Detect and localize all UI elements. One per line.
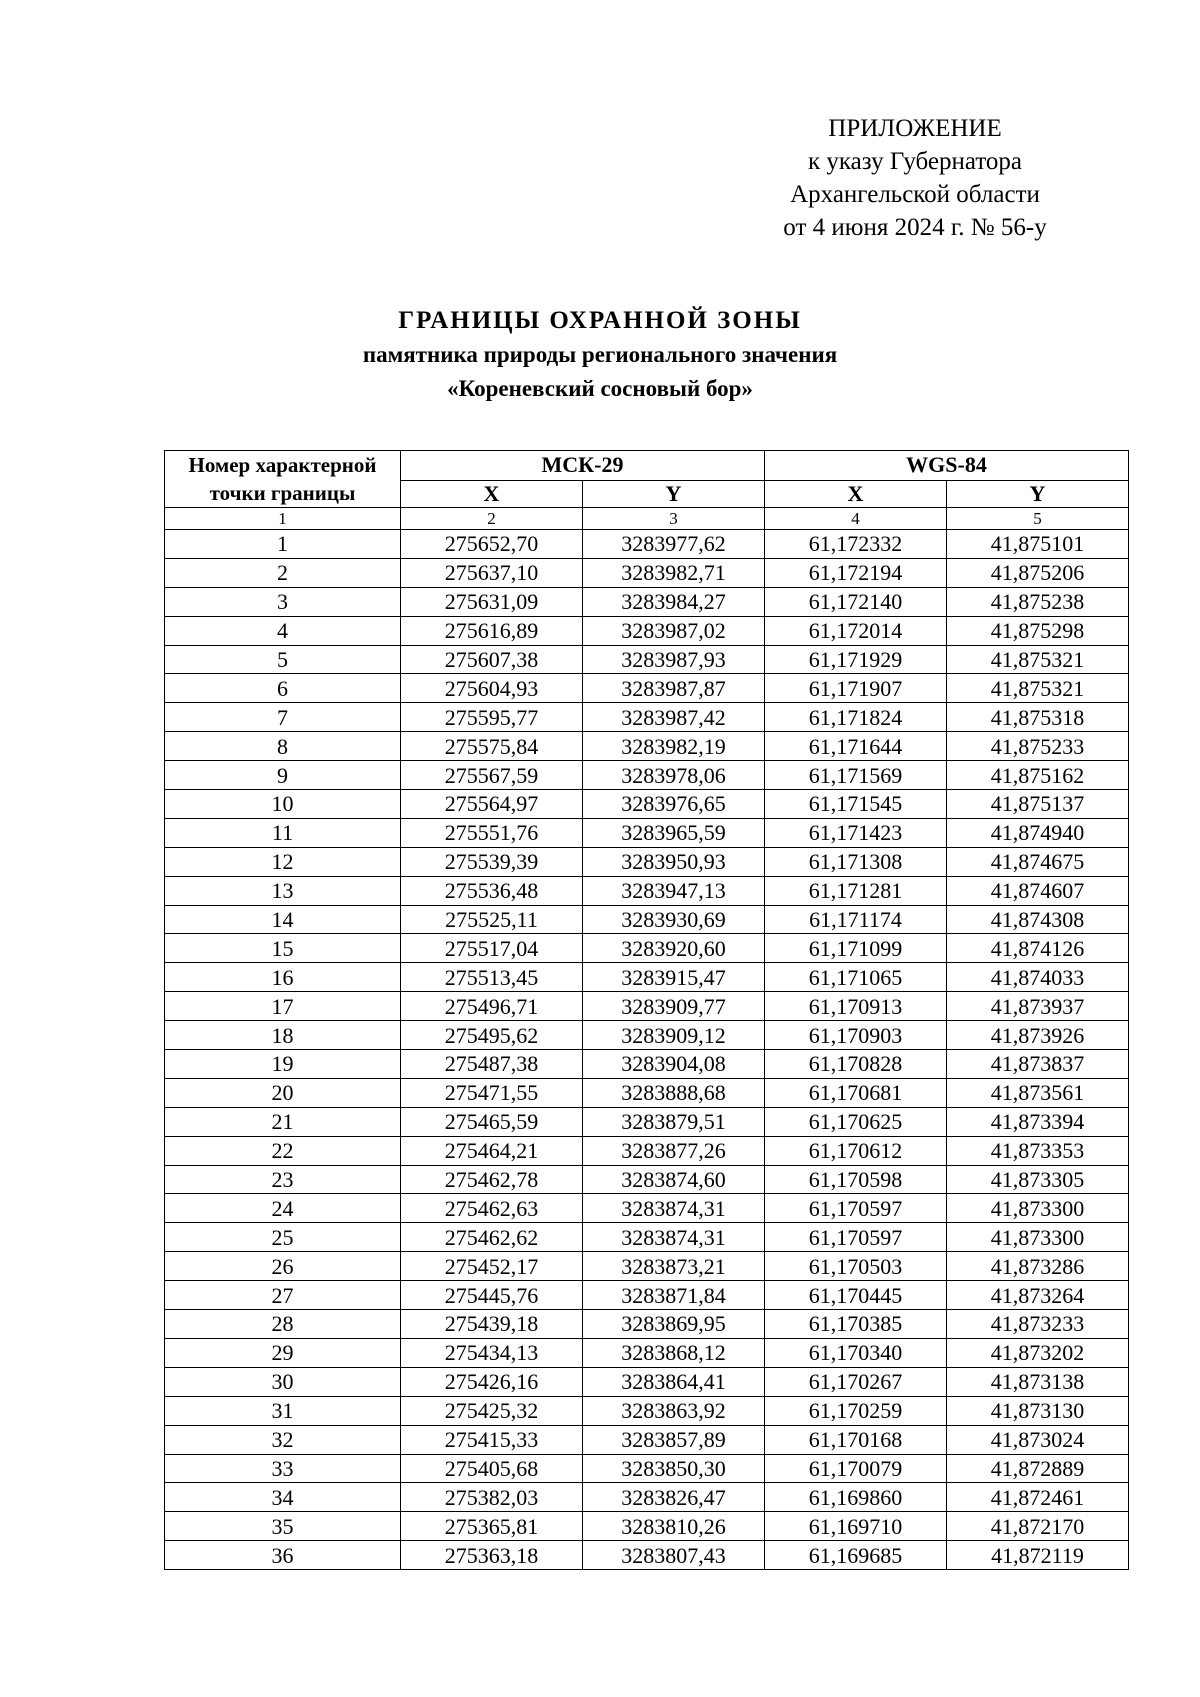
table-row [165, 558, 1129, 587]
table-row [165, 1512, 1129, 1541]
msk-x-cell: 275405,68 [401, 1454, 583, 1483]
msk-y-header: Y [583, 480, 765, 507]
msk-y-cell: 3283909,12 [583, 1021, 765, 1050]
msk-y-cell: 3283977,62 [583, 530, 765, 559]
table-row [165, 674, 1129, 703]
column-number-row [165, 508, 1129, 530]
table-row [165, 732, 1129, 761]
wgs-y-cell: 41,874308 [947, 905, 1129, 934]
point-number-cell: 10 [165, 790, 401, 819]
msk-x-cell: 275539,39 [401, 847, 583, 876]
wgs-x-cell: 61,171545 [765, 790, 947, 819]
wgs-x-cell: 61,171569 [765, 761, 947, 790]
wgs-x-cell: 61,170385 [765, 1310, 947, 1339]
table-row [165, 1223, 1129, 1252]
wgs-x-cell: 61,169860 [765, 1483, 947, 1512]
table-row [165, 587, 1129, 616]
table-row [165, 818, 1129, 847]
table-row [165, 761, 1129, 790]
wgs-x-cell: 61,170168 [765, 1425, 947, 1454]
wgs-y-cell: 41,875238 [947, 587, 1129, 616]
msk-y-cell: 3283965,59 [583, 818, 765, 847]
point-number-cell: 27 [165, 1281, 401, 1310]
msk-y-cell: 3283950,93 [583, 847, 765, 876]
wgs-x-cell: 61,170597 [765, 1194, 947, 1223]
wgs-y-cell: 41,872119 [947, 1541, 1129, 1570]
msk-y-cell: 3283909,77 [583, 992, 765, 1021]
msk-x-cell: 275567,59 [401, 761, 583, 790]
table-row [165, 1252, 1129, 1281]
msk-x-cell: 275616,89 [401, 616, 583, 645]
msk-y-cell: 3283987,42 [583, 703, 765, 732]
wgs-84-header: WGS-84 [765, 451, 1129, 481]
wgs-x-header: X [765, 480, 947, 507]
msk-x-cell: 275462,63 [401, 1194, 583, 1223]
msk-y-cell: 3283868,12 [583, 1338, 765, 1367]
point-number-cell: 21 [165, 1107, 401, 1136]
point-number-cell: 17 [165, 992, 401, 1021]
msk-y-cell: 3283810,26 [583, 1512, 765, 1541]
document-title [0, 304, 1200, 406]
wgs-y-cell: 41,875321 [947, 645, 1129, 674]
msk-x-cell: 275462,62 [401, 1223, 583, 1252]
table-row [165, 963, 1129, 992]
table-body [165, 508, 1129, 1570]
table-row [165, 1454, 1129, 1483]
msk-x-cell: 275637,10 [401, 558, 583, 587]
column-number: 5 [947, 508, 1129, 530]
msk-y-cell: 3283904,08 [583, 1050, 765, 1079]
table-row [165, 1078, 1129, 1107]
point-number-cell: 13 [165, 876, 401, 905]
wgs-y-cell: 41,873305 [947, 1165, 1129, 1194]
wgs-x-cell: 61,170079 [765, 1454, 947, 1483]
wgs-y-cell: 41,873300 [947, 1194, 1129, 1223]
msk-x-cell: 275365,81 [401, 1512, 583, 1541]
wgs-y-cell: 41,873138 [947, 1367, 1129, 1396]
wgs-y-cell: 41,875206 [947, 558, 1129, 587]
point-number-cell: 26 [165, 1252, 401, 1281]
appendix-header [705, 112, 1125, 244]
wgs-x-cell: 61,172332 [765, 530, 947, 559]
title-main: ГРАНИЦЫ ОХРАННОЙ ЗОНЫ [398, 307, 802, 334]
table-header [165, 451, 1129, 508]
msk-x-cell: 275513,45 [401, 963, 583, 992]
point-number-cell: 7 [165, 703, 401, 732]
column-number: 2 [401, 508, 583, 530]
point-number-cell: 19 [165, 1050, 401, 1079]
msk-x-cell: 275445,76 [401, 1281, 583, 1310]
wgs-y-cell: 41,874940 [947, 818, 1129, 847]
wgs-y-cell: 41,873937 [947, 992, 1129, 1021]
wgs-x-cell: 61,170267 [765, 1367, 947, 1396]
wgs-x-cell: 61,171644 [765, 732, 947, 761]
wgs-y-cell: 41,873300 [947, 1223, 1129, 1252]
msk-x-cell: 275426,16 [401, 1367, 583, 1396]
msk-y-cell: 3283863,92 [583, 1396, 765, 1425]
wgs-y-cell: 41,873264 [947, 1281, 1129, 1310]
wgs-y-cell: 41,873926 [947, 1021, 1129, 1050]
msk-y-cell: 3283877,26 [583, 1136, 765, 1165]
msk-x-cell: 275607,38 [401, 645, 583, 674]
msk-x-cell: 275465,59 [401, 1107, 583, 1136]
msk-y-cell: 3283987,02 [583, 616, 765, 645]
msk-y-cell: 3283976,65 [583, 790, 765, 819]
msk-x-cell: 275564,97 [401, 790, 583, 819]
wgs-x-cell: 61,170340 [765, 1338, 947, 1367]
table-row [165, 616, 1129, 645]
msk-y-cell: 3283871,84 [583, 1281, 765, 1310]
point-number-cell: 5 [165, 645, 401, 674]
wgs-x-cell: 61,171423 [765, 818, 947, 847]
wgs-y-cell: 41,875233 [947, 732, 1129, 761]
table-row [165, 905, 1129, 934]
point-number-cell: 20 [165, 1078, 401, 1107]
table-row [165, 876, 1129, 905]
wgs-y-cell: 41,873837 [947, 1050, 1129, 1079]
table-row [165, 1165, 1129, 1194]
wgs-x-cell: 61,169685 [765, 1541, 947, 1570]
point-number-cell: 36 [165, 1541, 401, 1570]
msk-x-cell: 275382,03 [401, 1483, 583, 1512]
msk-x-cell: 275462,78 [401, 1165, 583, 1194]
msk-x-cell: 275439,18 [401, 1310, 583, 1339]
point-number-cell: 12 [165, 847, 401, 876]
wgs-x-cell: 61,169710 [765, 1512, 947, 1541]
msk-y-cell: 3283874,60 [583, 1165, 765, 1194]
wgs-y-cell: 41,873233 [947, 1310, 1129, 1339]
wgs-x-cell: 61,171174 [765, 905, 947, 934]
msk-y-cell: 3283826,47 [583, 1483, 765, 1512]
point-number-cell: 35 [165, 1512, 401, 1541]
wgs-y-cell: 41,873561 [947, 1078, 1129, 1107]
point-number-cell: 16 [165, 963, 401, 992]
table-row [165, 1281, 1129, 1310]
point-number-cell: 9 [165, 761, 401, 790]
msk-x-cell: 275595,77 [401, 703, 583, 732]
wgs-x-cell: 61,172140 [765, 587, 947, 616]
column-number: 4 [765, 508, 947, 530]
msk-x-cell: 275471,55 [401, 1078, 583, 1107]
msk-y-cell: 3283947,13 [583, 876, 765, 905]
wgs-y-cell: 41,875162 [947, 761, 1129, 790]
wgs-x-cell: 61,170598 [765, 1165, 947, 1194]
point-number-cell: 22 [165, 1136, 401, 1165]
point-number-cell: 30 [165, 1367, 401, 1396]
point-number-cell: 32 [165, 1425, 401, 1454]
appendix-label: ПРИЛОЖЕНИЕ [828, 115, 1002, 142]
msk-y-cell: 3283874,31 [583, 1223, 765, 1252]
msk-y-cell: 3283857,89 [583, 1425, 765, 1454]
appendix-reference: к указу Губернатора [807, 148, 1023, 175]
wgs-x-cell: 61,171099 [765, 934, 947, 963]
wgs-y-cell: 41,874126 [947, 934, 1129, 963]
wgs-x-cell: 61,170259 [765, 1396, 947, 1425]
msk-x-cell: 275464,21 [401, 1136, 583, 1165]
msk-y-cell: 3283982,71 [583, 558, 765, 587]
appendix-region: Архангельской области [790, 181, 1040, 208]
msk-x-cell: 275631,09 [401, 587, 583, 616]
point-number-cell: 1 [165, 530, 401, 559]
table-row [165, 1021, 1129, 1050]
coordinates-table [164, 450, 1129, 1570]
wgs-y-cell: 41,875101 [947, 530, 1129, 559]
wgs-y-cell: 41,874675 [947, 847, 1129, 876]
table-row [165, 645, 1129, 674]
point-number-cell: 8 [165, 732, 401, 761]
point-number-cell: 29 [165, 1338, 401, 1367]
msk-x-cell: 275604,93 [401, 674, 583, 703]
table-row [165, 847, 1129, 876]
wgs-x-cell: 61,172194 [765, 558, 947, 587]
msk-y-cell: 3283888,68 [583, 1078, 765, 1107]
wgs-x-cell: 61,170828 [765, 1050, 947, 1079]
msk-x-cell: 275487,38 [401, 1050, 583, 1079]
point-number-cell: 28 [165, 1310, 401, 1339]
wgs-x-cell: 61,170612 [765, 1136, 947, 1165]
msk-y-cell: 3283864,41 [583, 1367, 765, 1396]
title-subtitle-2: «Кореневский сосновый бор» [447, 376, 753, 401]
table-row [165, 1396, 1129, 1425]
table-row [165, 1483, 1129, 1512]
point-number-header: Номер характерной точки границы [165, 451, 401, 508]
wgs-y-cell: 41,874607 [947, 876, 1129, 905]
msk-x-cell: 275495,62 [401, 1021, 583, 1050]
wgs-x-cell: 61,170625 [765, 1107, 947, 1136]
table-row [165, 530, 1129, 559]
wgs-y-cell: 41,875321 [947, 674, 1129, 703]
point-number-cell: 2 [165, 558, 401, 587]
msk-x-cell: 275551,76 [401, 818, 583, 847]
wgs-x-cell: 61,171065 [765, 963, 947, 992]
wgs-y-cell: 41,872461 [947, 1483, 1129, 1512]
point-number-cell: 18 [165, 1021, 401, 1050]
point-number-cell: 25 [165, 1223, 401, 1252]
table-row [165, 1194, 1129, 1223]
wgs-x-cell: 61,170597 [765, 1223, 947, 1252]
msk-x-cell: 275452,17 [401, 1252, 583, 1281]
msk-y-cell: 3283850,30 [583, 1454, 765, 1483]
msk-y-cell: 3283915,47 [583, 963, 765, 992]
wgs-y-header: Y [947, 480, 1129, 507]
msk-x-cell: 275575,84 [401, 732, 583, 761]
wgs-x-cell: 61,171824 [765, 703, 947, 732]
table-row [165, 703, 1129, 732]
msk-y-cell: 3283869,95 [583, 1310, 765, 1339]
wgs-x-cell: 61,172014 [765, 616, 947, 645]
table-row [165, 1107, 1129, 1136]
point-number-cell: 31 [165, 1396, 401, 1425]
wgs-y-cell: 41,875298 [947, 616, 1129, 645]
msk-y-cell: 3283984,27 [583, 587, 765, 616]
wgs-y-cell: 41,873286 [947, 1252, 1129, 1281]
point-number-cell: 24 [165, 1194, 401, 1223]
column-number: 3 [583, 508, 765, 530]
point-number-cell: 23 [165, 1165, 401, 1194]
msk-x-cell: 275517,04 [401, 934, 583, 963]
wgs-x-cell: 61,170903 [765, 1021, 947, 1050]
wgs-x-cell: 61,170445 [765, 1281, 947, 1310]
point-number-cell: 11 [165, 818, 401, 847]
table-row [165, 1425, 1129, 1454]
wgs-x-cell: 61,170503 [765, 1252, 947, 1281]
msk-y-cell: 3283920,60 [583, 934, 765, 963]
msk-y-cell: 3283987,87 [583, 674, 765, 703]
msk-x-cell: 275415,33 [401, 1425, 583, 1454]
point-number-cell: 34 [165, 1483, 401, 1512]
msk-y-cell: 3283982,19 [583, 732, 765, 761]
table-row [165, 1338, 1129, 1367]
msk-x-cell: 275434,13 [401, 1338, 583, 1367]
wgs-x-cell: 61,170913 [765, 992, 947, 1021]
point-number-cell: 14 [165, 905, 401, 934]
msk-x-cell: 275652,70 [401, 530, 583, 559]
wgs-y-cell: 41,874033 [947, 963, 1129, 992]
wgs-y-cell: 41,873353 [947, 1136, 1129, 1165]
table-row [165, 992, 1129, 1021]
msk-x-cell: 275363,18 [401, 1541, 583, 1570]
wgs-y-cell: 41,872170 [947, 1512, 1129, 1541]
wgs-x-cell: 61,171929 [765, 645, 947, 674]
msk-y-cell: 3283930,69 [583, 905, 765, 934]
column-number: 1 [165, 508, 401, 530]
msk-x-cell: 275425,32 [401, 1396, 583, 1425]
msk-y-cell: 3283879,51 [583, 1107, 765, 1136]
wgs-x-cell: 61,170681 [765, 1078, 947, 1107]
point-number-cell: 3 [165, 587, 401, 616]
wgs-x-cell: 61,171281 [765, 876, 947, 905]
wgs-y-cell: 41,873130 [947, 1396, 1129, 1425]
msk-y-cell: 3283807,43 [583, 1541, 765, 1570]
point-number-cell: 15 [165, 934, 401, 963]
table-row [165, 1050, 1129, 1079]
msk-y-cell: 3283874,31 [583, 1194, 765, 1223]
table-row [165, 1541, 1129, 1570]
msk-x-header: X [401, 480, 583, 507]
table-row [165, 934, 1129, 963]
wgs-y-cell: 41,873394 [947, 1107, 1129, 1136]
point-number-cell: 33 [165, 1454, 401, 1483]
title-subtitle-1: памятника природы регионального значения [362, 342, 838, 367]
table-row [165, 790, 1129, 819]
wgs-x-cell: 61,171907 [765, 674, 947, 703]
point-number-cell: 4 [165, 616, 401, 645]
msk-x-cell: 275536,48 [401, 876, 583, 905]
msk-y-cell: 3283987,93 [583, 645, 765, 674]
point-number-cell: 6 [165, 674, 401, 703]
msk-y-cell: 3283873,21 [583, 1252, 765, 1281]
msk-y-cell: 3283978,06 [583, 761, 765, 790]
wgs-x-cell: 61,171308 [765, 847, 947, 876]
msk-x-cell: 275496,71 [401, 992, 583, 1021]
wgs-y-cell: 41,873024 [947, 1425, 1129, 1454]
wgs-y-cell: 41,872889 [947, 1454, 1129, 1483]
table-row [165, 1367, 1129, 1396]
wgs-y-cell: 41,875137 [947, 790, 1129, 819]
msk-x-cell: 275525,11 [401, 905, 583, 934]
wgs-y-cell: 41,873202 [947, 1338, 1129, 1367]
table-row [165, 1136, 1129, 1165]
msk-29-header: МСК-29 [401, 451, 765, 481]
table-row [165, 1310, 1129, 1339]
wgs-y-cell: 41,875318 [947, 703, 1129, 732]
appendix-date-number: от 4 июня 2024 г. № 56-у [783, 214, 1047, 241]
